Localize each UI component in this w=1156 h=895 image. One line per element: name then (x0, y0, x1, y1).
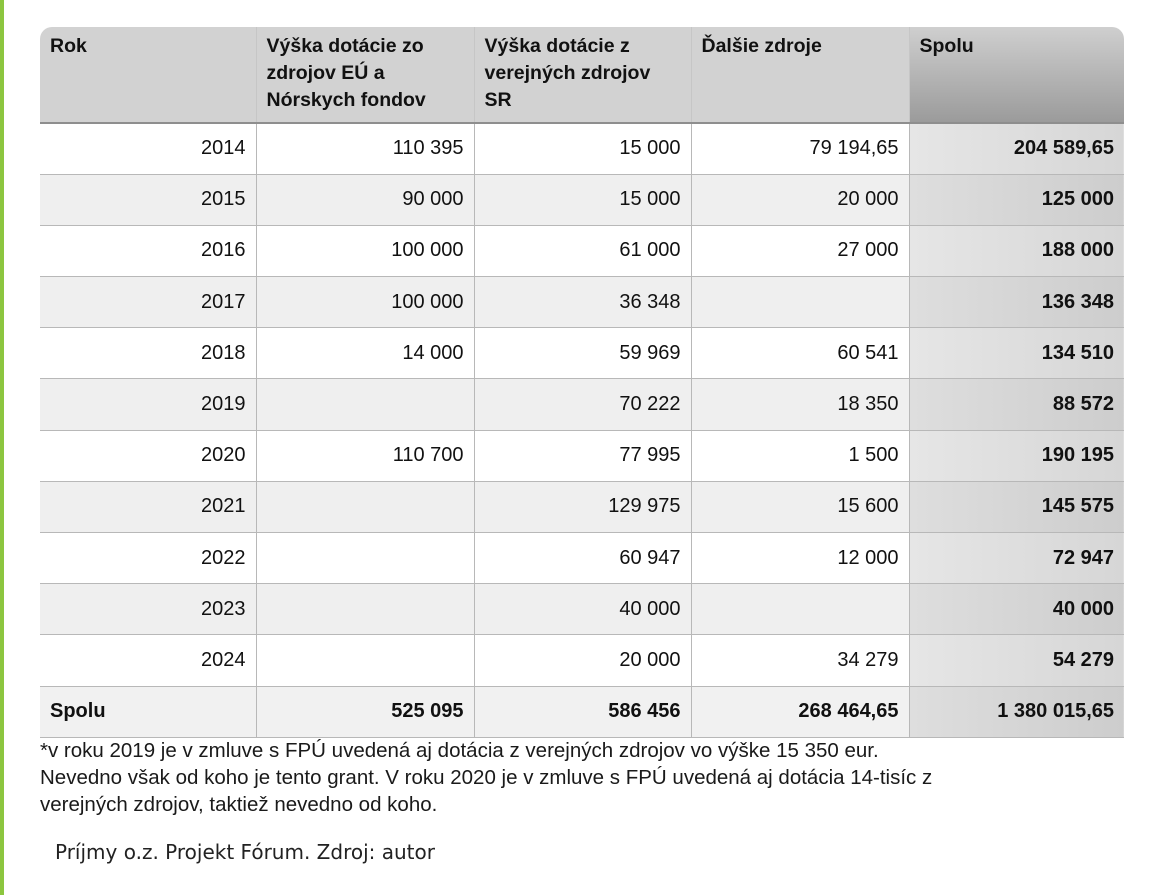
cell-total: 136 348 (909, 277, 1124, 328)
cell-public: 61 000 (474, 225, 691, 276)
footnote-line: *v roku 2019 je v zmluve s FPÚ uvedená aj dotácia z verejných zdrojov vo výške 15 350 eur. (40, 739, 879, 762)
funding-table-container (40, 27, 1124, 738)
cell-eu (256, 533, 474, 584)
cell-public: 59 969 (474, 328, 691, 379)
cell-eu: 90 000 (256, 174, 474, 225)
cell-public: 36 348 (474, 277, 691, 328)
cell-total: 72 947 (909, 533, 1124, 584)
cell-other: 20 000 (691, 174, 909, 225)
footnote-line: Nevedno však od koho je tento grant. V roku 2020 je v zmluve s FPÚ uvedená aj dotácia 14-tisíc z (40, 766, 933, 789)
total-eu: 525 095 (256, 686, 474, 737)
cell-public: 60 947 (474, 533, 691, 584)
table-row (40, 328, 1124, 379)
table-header-row (40, 27, 1124, 123)
table-row (40, 123, 1124, 174)
cell-year: 2021 (40, 481, 256, 532)
cell-year: 2020 (40, 430, 256, 481)
cell-other: 34 279 (691, 635, 909, 686)
cell-other: 79 194,65 (691, 123, 909, 174)
cell-public: 15 000 (474, 123, 691, 174)
total-grand: 1 380 015,65 (909, 686, 1124, 737)
left-accent-bar (0, 0, 4, 895)
table-row (40, 225, 1124, 276)
cell-eu: 100 000 (256, 225, 474, 276)
cell-total: 204 589,65 (909, 123, 1124, 174)
header-public-funds: Výška dotácie z verejných zdrojov SR (474, 27, 691, 123)
table-row (40, 277, 1124, 328)
table-row (40, 584, 1124, 635)
funding-table (40, 27, 1124, 738)
cell-public: 40 000 (474, 584, 691, 635)
image-caption: Príjmy o.z. Projekt Fórum. Zdroj: autor (55, 840, 435, 864)
total-public: 586 456 (474, 686, 691, 737)
cell-year: 2014 (40, 123, 256, 174)
cell-year: 2024 (40, 635, 256, 686)
cell-year: 2016 (40, 225, 256, 276)
cell-other: 60 541 (691, 328, 909, 379)
total-label: Spolu (40, 686, 256, 737)
cell-public: 70 222 (474, 379, 691, 430)
cell-year: 2018 (40, 328, 256, 379)
table-row (40, 174, 1124, 225)
cell-eu (256, 635, 474, 686)
cell-total: 125 000 (909, 174, 1124, 225)
table-row (40, 430, 1124, 481)
cell-total: 190 195 (909, 430, 1124, 481)
cell-other: 18 350 (691, 379, 909, 430)
cell-total: 134 510 (909, 328, 1124, 379)
total-other: 268 464,65 (691, 686, 909, 737)
header-rok: Rok (40, 27, 256, 123)
cell-year: 2023 (40, 584, 256, 635)
cell-total: 145 575 (909, 481, 1124, 532)
cell-year: 2019 (40, 379, 256, 430)
cell-eu (256, 584, 474, 635)
table-row (40, 481, 1124, 532)
cell-total: 40 000 (909, 584, 1124, 635)
cell-other: 12 000 (691, 533, 909, 584)
header-eu-funds: Výška dotácie zo zdrojov EÚ a Nórskych fondov (256, 27, 474, 123)
cell-eu: 110 700 (256, 430, 474, 481)
cell-other (691, 584, 909, 635)
cell-other: 1 500 (691, 430, 909, 481)
cell-public: 15 000 (474, 174, 691, 225)
cell-public: 129 975 (474, 481, 691, 532)
cell-other: 27 000 (691, 225, 909, 276)
cell-eu (256, 481, 474, 532)
cell-eu: 100 000 (256, 277, 474, 328)
cell-public: 20 000 (474, 635, 691, 686)
footnote (40, 737, 1140, 818)
cell-public: 77 995 (474, 430, 691, 481)
cell-total: 54 279 (909, 635, 1124, 686)
table-total-row (40, 686, 1124, 737)
cell-total: 88 572 (909, 379, 1124, 430)
table-row (40, 379, 1124, 430)
cell-year: 2022 (40, 533, 256, 584)
cell-eu (256, 379, 474, 430)
cell-year: 2017 (40, 277, 256, 328)
header-other-sources: Ďalšie zdroje (691, 27, 909, 123)
cell-year: 2015 (40, 174, 256, 225)
cell-eu: 110 395 (256, 123, 474, 174)
cell-other (691, 277, 909, 328)
header-spolu: Spolu (909, 27, 1124, 123)
table-row (40, 635, 1124, 686)
footnote-line: verejných zdrojov, taktiež nevedno od koho. (40, 793, 438, 816)
cell-eu: 14 000 (256, 328, 474, 379)
table-row (40, 533, 1124, 584)
cell-total: 188 000 (909, 225, 1124, 276)
cell-other: 15 600 (691, 481, 909, 532)
